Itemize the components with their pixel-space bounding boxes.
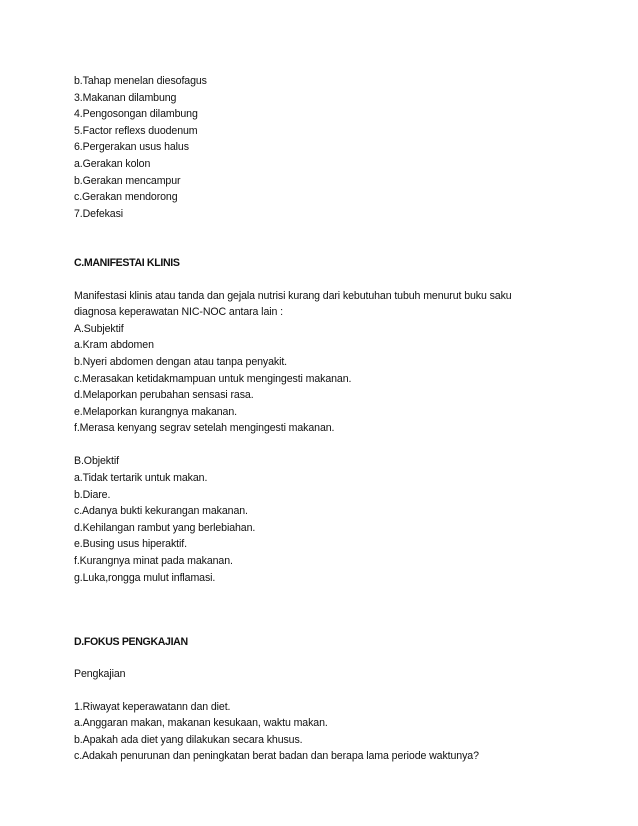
list-item: c.Merasakan ketidakmampuan untuk mengingesti makanan. (74, 372, 352, 385)
subjektif-list (74, 337, 594, 437)
objektif-title: B.Objektif (74, 455, 119, 468)
list-item: c.Gerakan mendorong (74, 191, 178, 204)
list-item: 3.Makanan dilambung (74, 91, 177, 104)
list-item: g.Luka,rongga mulut inflamasi. (74, 571, 216, 584)
section-heading-fokus-pengkajian: D.FOKUS PENGKAJIAN (74, 636, 188, 649)
list-item: d.Kehilangan rambut yang berlebiahan. (74, 521, 256, 534)
process-list (74, 73, 594, 222)
section-heading-manifestasi: C.MANIFESTAI KLINIS (74, 257, 180, 270)
subjektif-title: A.Subjektif (74, 322, 124, 335)
list-item: c.Adanya bukti kekurangan makanan. (74, 505, 248, 518)
list-item: f.Kurangnya minat pada makanan. (74, 555, 233, 568)
spacer (74, 437, 594, 454)
list-item: 4.Pengosongan dilambung (74, 108, 198, 121)
list-item: a.Kram abdomen (74, 339, 154, 352)
spacer (74, 586, 594, 634)
objektif-list (74, 470, 594, 586)
list-item: a.Tidak tertarik untuk makan. (74, 472, 208, 485)
list-item: c.Adakah penurunan dan peningkatan berat badan dan berapa lama periode waktunya? (74, 750, 479, 763)
spacer (74, 272, 594, 288)
list-item: 1.Riwayat keperawatann dan diet. (74, 700, 231, 713)
list-item: a.Anggaran makan, makanan kesukaan, waktu makan. (74, 717, 328, 730)
list-item: e.Busing usus hiperaktif. (74, 538, 187, 551)
list-item: 6.Pergerakan usus halus (74, 141, 189, 154)
list-item: 7.Defekasi (74, 207, 124, 220)
paragraph-line: diagnosa keperawatan NIC-NOC antara lain : (74, 306, 283, 319)
pengkajian-list (74, 699, 594, 765)
document-body (74, 73, 594, 765)
paragraph-line: Manifestasi klinis atau tanda dan gejala nutrisi kurang dari kebutuhan tubuh menurut buku saku (74, 289, 512, 302)
spacer (74, 683, 594, 699)
list-item: b.Tahap menelan diesofagus (74, 75, 207, 87)
list-item: f.Merasa kenyang segrav setelah mengingesti makanan. (74, 422, 335, 435)
spacer (74, 222, 594, 255)
list-item: b.Nyeri abdomen dengan atau tanpa penyakit. (74, 355, 288, 368)
list-item: b.Gerakan mencampur (74, 174, 181, 187)
list-item: e.Melaporkan kurangnya makanan. (74, 405, 237, 418)
list-item: b.Apakah ada diet yang dilakukan secara khusus. (74, 733, 303, 746)
list-item: d.Melaporkan perubahan sensasi rasa. (74, 389, 254, 402)
pengkajian-subtitle: Pengkajian (74, 668, 126, 681)
list-item: 5.Factor reflexs duodenum (74, 124, 198, 137)
manifestasi-intro (74, 288, 594, 321)
list-item: b.Diare. (74, 488, 111, 501)
list-item: a.Gerakan kolon (74, 157, 151, 170)
spacer (74, 651, 594, 667)
